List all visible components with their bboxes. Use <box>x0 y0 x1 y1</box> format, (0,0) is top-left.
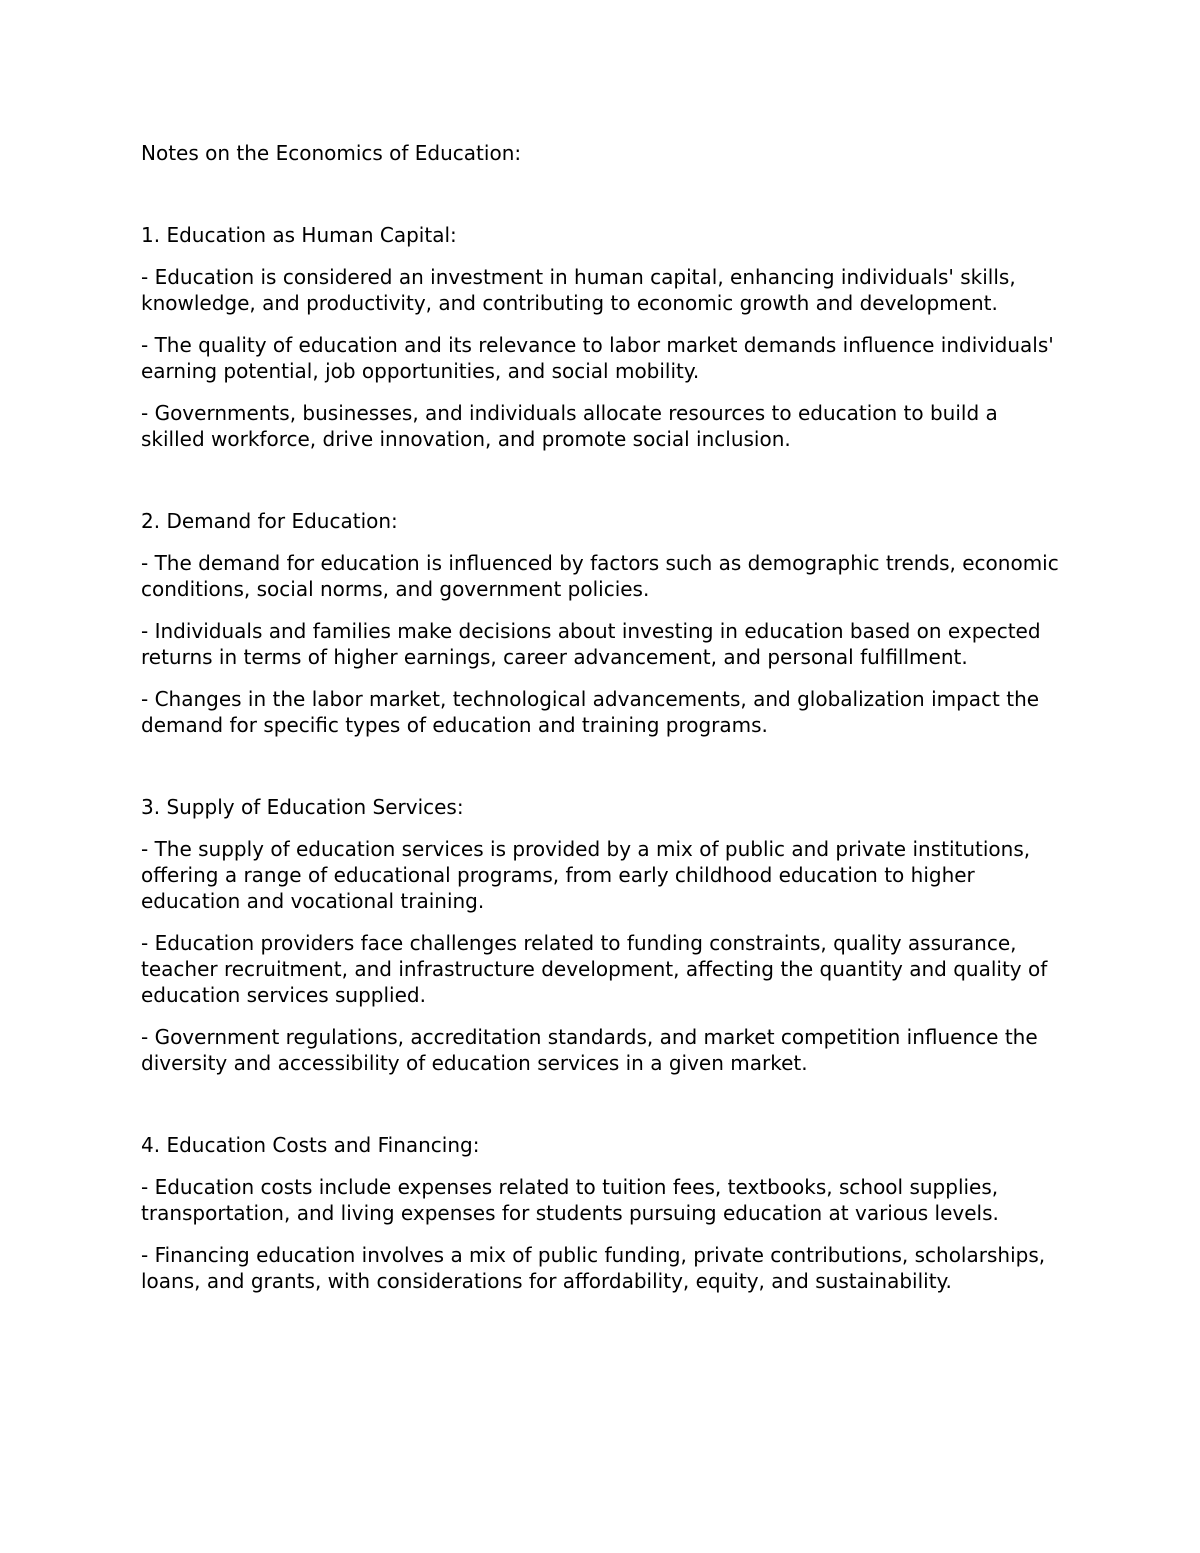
section-costs-financing <box>141 1132 1066 1294</box>
bullet-paragraph: - The quality of education and its relevance to labor market demands influence individuals' earning potential, job opportunities, and social mobility. <box>141 333 1054 383</box>
bullet-paragraph: - Education costs include expenses related to tuition fees, textbooks, school supplies, transportation, and living expenses for students pursuing education at various levels. <box>141 1175 999 1225</box>
bullet-paragraph: - Government regulations, accreditation standards, and market competition influence the diversity and accessibility of education services in a given market. <box>141 1025 1038 1075</box>
section-demand <box>141 508 1066 738</box>
document-title: Notes on the Economics of Education: <box>141 141 522 165</box>
section-human-capital <box>141 222 1066 452</box>
section-heading: 4. Education Costs and Financing: <box>141 1133 480 1157</box>
section-supply <box>141 794 1066 1076</box>
section-heading: 2. Demand for Education: <box>141 509 398 533</box>
bullet-paragraph: - Individuals and families make decisions about investing in education based on expected returns in terms of higher earnings, career advancement, and personal fulfillment. <box>141 619 1041 669</box>
bullet-paragraph: - Governments, businesses, and individuals allocate resources to education to build a skilled workforce, drive innovation, and promote social inclusion. <box>141 401 998 451</box>
bullet-paragraph: - Education providers face challenges related to funding constraints, quality assurance, teacher recruitment, and infrastructure development, affecting the quantity and quality of education services supplied. <box>141 931 1048 1007</box>
bullet-paragraph: - Education is considered an investment in human capital, enhancing individuals' skills, knowledge, and productivity, and contributing to economic growth and development. <box>141 265 1016 315</box>
bullet-paragraph: - The supply of education services is provided by a mix of public and private institutions, offering a range of educational programs, from early childhood education to higher education and vocational training. <box>141 837 1031 913</box>
document-body <box>141 140 1066 1294</box>
section-heading: 1. Education as Human Capital: <box>141 223 457 247</box>
bullet-paragraph: - Financing education involves a mix of public funding, private contributions, scholarships, loans, and grants, with considerations for affordability, equity, and sustainability. <box>141 1243 1046 1293</box>
section-heading: 3. Supply of Education Services: <box>141 795 464 819</box>
bullet-paragraph: - The demand for education is influenced by factors such as demographic trends, economic conditions, social norms, and government policies. <box>141 551 1059 601</box>
bullet-paragraph: - Changes in the labor market, technological advancements, and globalization impact the demand for specific types of education and training programs. <box>141 687 1040 737</box>
